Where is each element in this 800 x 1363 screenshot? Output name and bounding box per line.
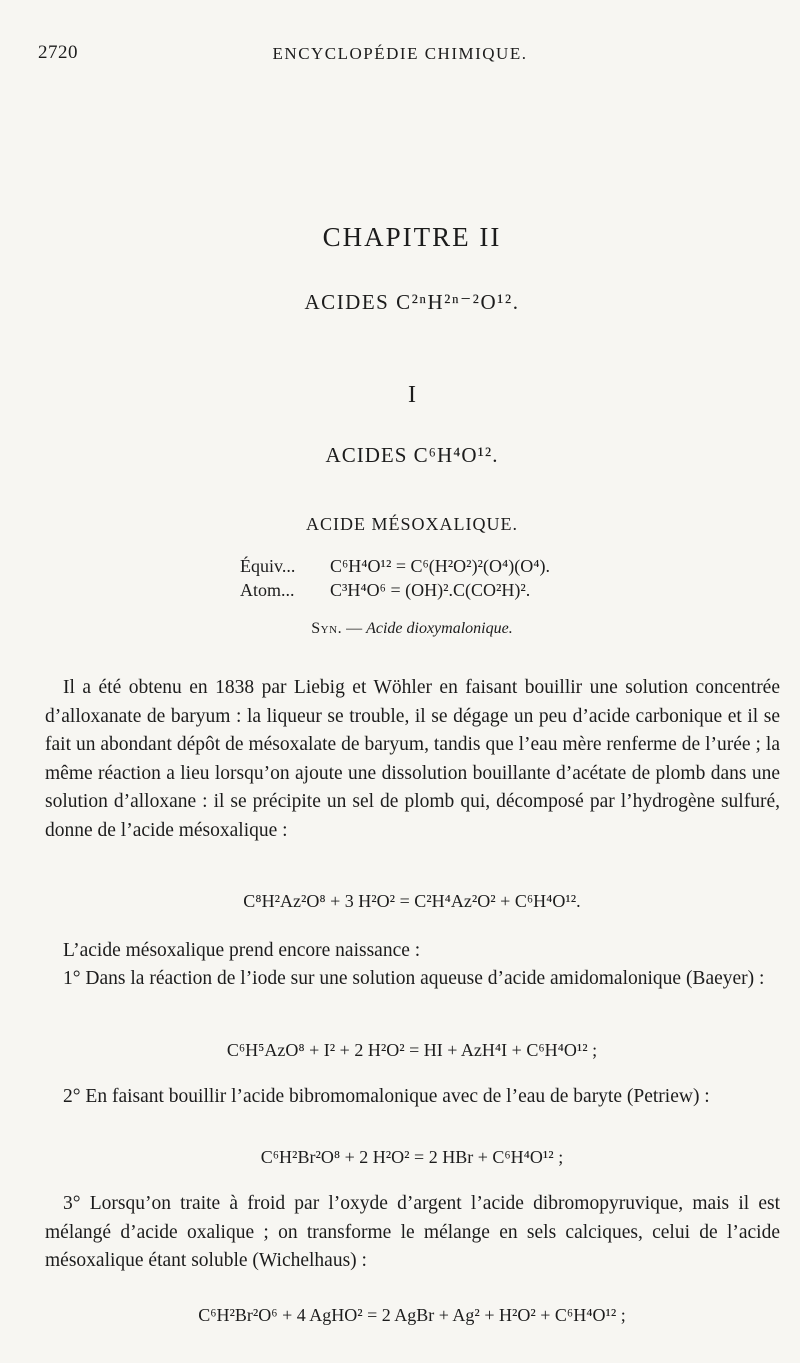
equiv-label: Équiv... [240, 556, 296, 576]
chapter-subtitle: ACIDES C²ⁿH²ⁿ⁻²O¹². [304, 290, 520, 314]
equiv-formula-row [240, 556, 550, 577]
equation-dibromopyruvique: C⁶H²Br²O⁶ + 4 AgHO² = 2 AgBr + Ag² + H²O² + C⁶H⁴O¹² ; [198, 1305, 626, 1325]
section-title: ACIDES C⁶H⁴O¹². [325, 443, 499, 467]
atom-formula: C³H⁴O⁶ = (OH)².C(CO²H)². [330, 580, 531, 600]
paragraph-origin: Il a été obtenu en 1838 par Liebig et Wöhler en faisant bouillir une solution concentrée d’alloxanate de baryum : la liqueur se trouble, il se dégage un peu d’acide carbonique et il se fait un abondant dépôt de mésoxalate de baryum, tandis que l’eau mère renferme de l’urée ; la même réaction a lieu lorsqu’on ajoute une dissolution bouillante d’acétate de plomb dans une solution d’alloxane : il se précipite un sel de plomb qui, décomposé par l’hydrogène sulfuré, donne de l’acide mésoxalique : [45, 677, 780, 841]
chapter-title: CHAPITRE II [322, 222, 502, 252]
equation-bibromo: C⁶H²Br²O⁸ + 2 H²O² = 2 HBr + C⁶H⁴O¹² ; [260, 1147, 564, 1167]
synonym-value: Acide dioxymalonique. [366, 620, 513, 637]
equation-alloxanate: C⁸H²Az²O⁸ + 3 H²O² = C²H⁴Az²O² + C⁶H⁴O¹². [243, 891, 581, 911]
synonym-label: Syn. [311, 620, 343, 637]
page-number: 2720 [38, 42, 78, 63]
paragraph-method-3: 3° Lorsqu’on traite à froid par l’oxyde d’argent l’acide dibromopyruvique, mais il est mélangé d’acide oxalique ; on transforme le mélange en sels calciques, celui de l’acide mésoxalique étant soluble (Wichelhaus) : [45, 1193, 780, 1271]
equation-iode: C⁶H⁵AzO⁸ + I² + 2 H²O² = HI + AzH⁴I + C⁶H⁴O¹² ; [226, 1040, 598, 1060]
paragraph-method-2: 2° En faisant bouillir l’acide bibromomalonique avec de l’eau de baryte (Petriew) : [63, 1086, 710, 1107]
running-header: ENCYCLOPÉDIE CHIMIQUE. [272, 44, 528, 63]
atom-label: Atom... [240, 580, 295, 600]
equiv-formula: C⁶H⁴O¹² = C⁶(H²O²)²(O⁴)(O⁴). [330, 556, 550, 576]
paragraph-method-1: 1° Dans la réaction de l’iode sur une solution aqueuse d’acide amidomalonique (Baeyer) : [63, 968, 765, 989]
acid-name-heading: ACIDE MÉSOXALIQUE. [306, 514, 518, 534]
section-number: I [408, 382, 416, 408]
synonym-dash: — [342, 620, 367, 637]
atom-formula-row [240, 580, 530, 601]
synonym-line [0, 620, 800, 638]
paragraph-naissance: L’acide mésoxalique prend encore naissance : [63, 940, 421, 961]
